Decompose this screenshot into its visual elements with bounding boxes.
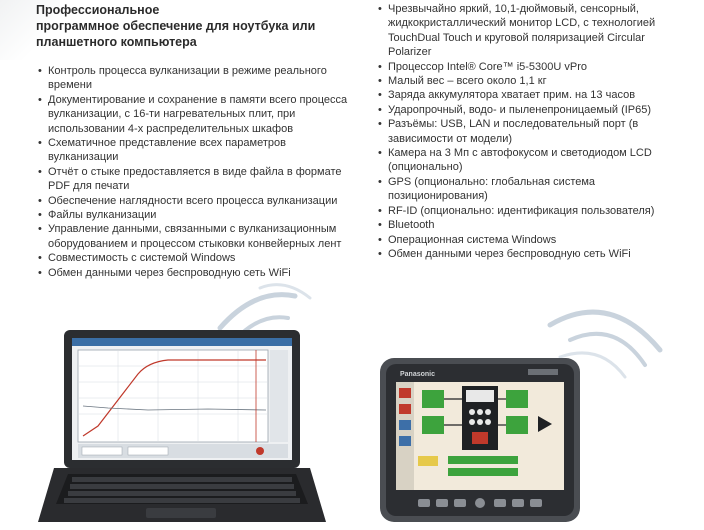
- list-item: • GPS (опционально: глобальная система позиционирования): [378, 175, 678, 204]
- list-item: • RF-ID (опционально: идентификация пользователя): [378, 204, 678, 218]
- list-item: • Ударопрочный, водо- и пыленепроницаемый (IP65): [378, 103, 678, 117]
- list-item: • Контроль процесса вулканизации в режиме реального времени: [38, 64, 358, 93]
- list-item: • Камера на 3 Мп с автофокусом и светодиодом LCD (опционально): [378, 146, 678, 175]
- tablet-specs-list: [378, 2, 678, 261]
- list-item: • Процессор Intel® Core™ i5-5300U vPro: [378, 60, 678, 74]
- list-item: • Схематичное представление всех параметров вулканизации: [38, 136, 358, 165]
- list-item: • Обмен данными через беспроводную сеть WiFi: [378, 247, 678, 261]
- list-item: • Чрезвычайно яркий, 10,1-дюймовый, сенсорный, жидкокристаллический монитор LCD, с технологией TouchDual Touch и круговой поляризацией Circular Polarizer: [378, 2, 678, 60]
- list-item: • Обмен данными через беспроводную сеть WiFi: [38, 266, 358, 280]
- list-item: • Bluetooth: [378, 218, 678, 232]
- list-item: • Отчёт о стыке предоставляется в виде файла в формате PDF для печати: [38, 165, 358, 194]
- list-item: • Операционная система Windows: [378, 233, 678, 247]
- heading-line-3: планшетного компьютера: [36, 35, 197, 49]
- list-item: • Обеспечение наглядности всего процесса вулканизации: [38, 194, 358, 208]
- list-item: • Документирование и сохранение в памяти всего процесса вулканизации, с 16-ти нагревательных плит, при использовании 4-х распределительных шкафов: [38, 93, 358, 136]
- section-heading: [36, 2, 356, 50]
- heading-line-1: Профессиональное: [36, 3, 160, 17]
- laptop-illustration: [28, 326, 328, 526]
- list-item: • Разъёмы: USB, LAN и последовательный порт (в зависимости от модели): [378, 117, 678, 146]
- heading-line-2: программное обеспечение для ноутбука или: [36, 19, 316, 33]
- list-item: • Совместимость с системой Windows: [38, 251, 358, 265]
- list-item: • Управление данными, связанными с вулканизационным оборудованием и процессом стыковки конвейерных лент: [38, 222, 358, 251]
- tablet-illustration: [378, 356, 582, 526]
- list-item: • Файлы вулканизации: [38, 208, 358, 222]
- list-item: • Заряда аккумулятора хватает прим. на 13 часов: [378, 88, 678, 102]
- list-item: • Малый вес – всего около 1,1 кг: [378, 74, 678, 88]
- software-features-list: [38, 64, 358, 280]
- tablet-brand-label: Panasonic: [400, 371, 436, 378]
